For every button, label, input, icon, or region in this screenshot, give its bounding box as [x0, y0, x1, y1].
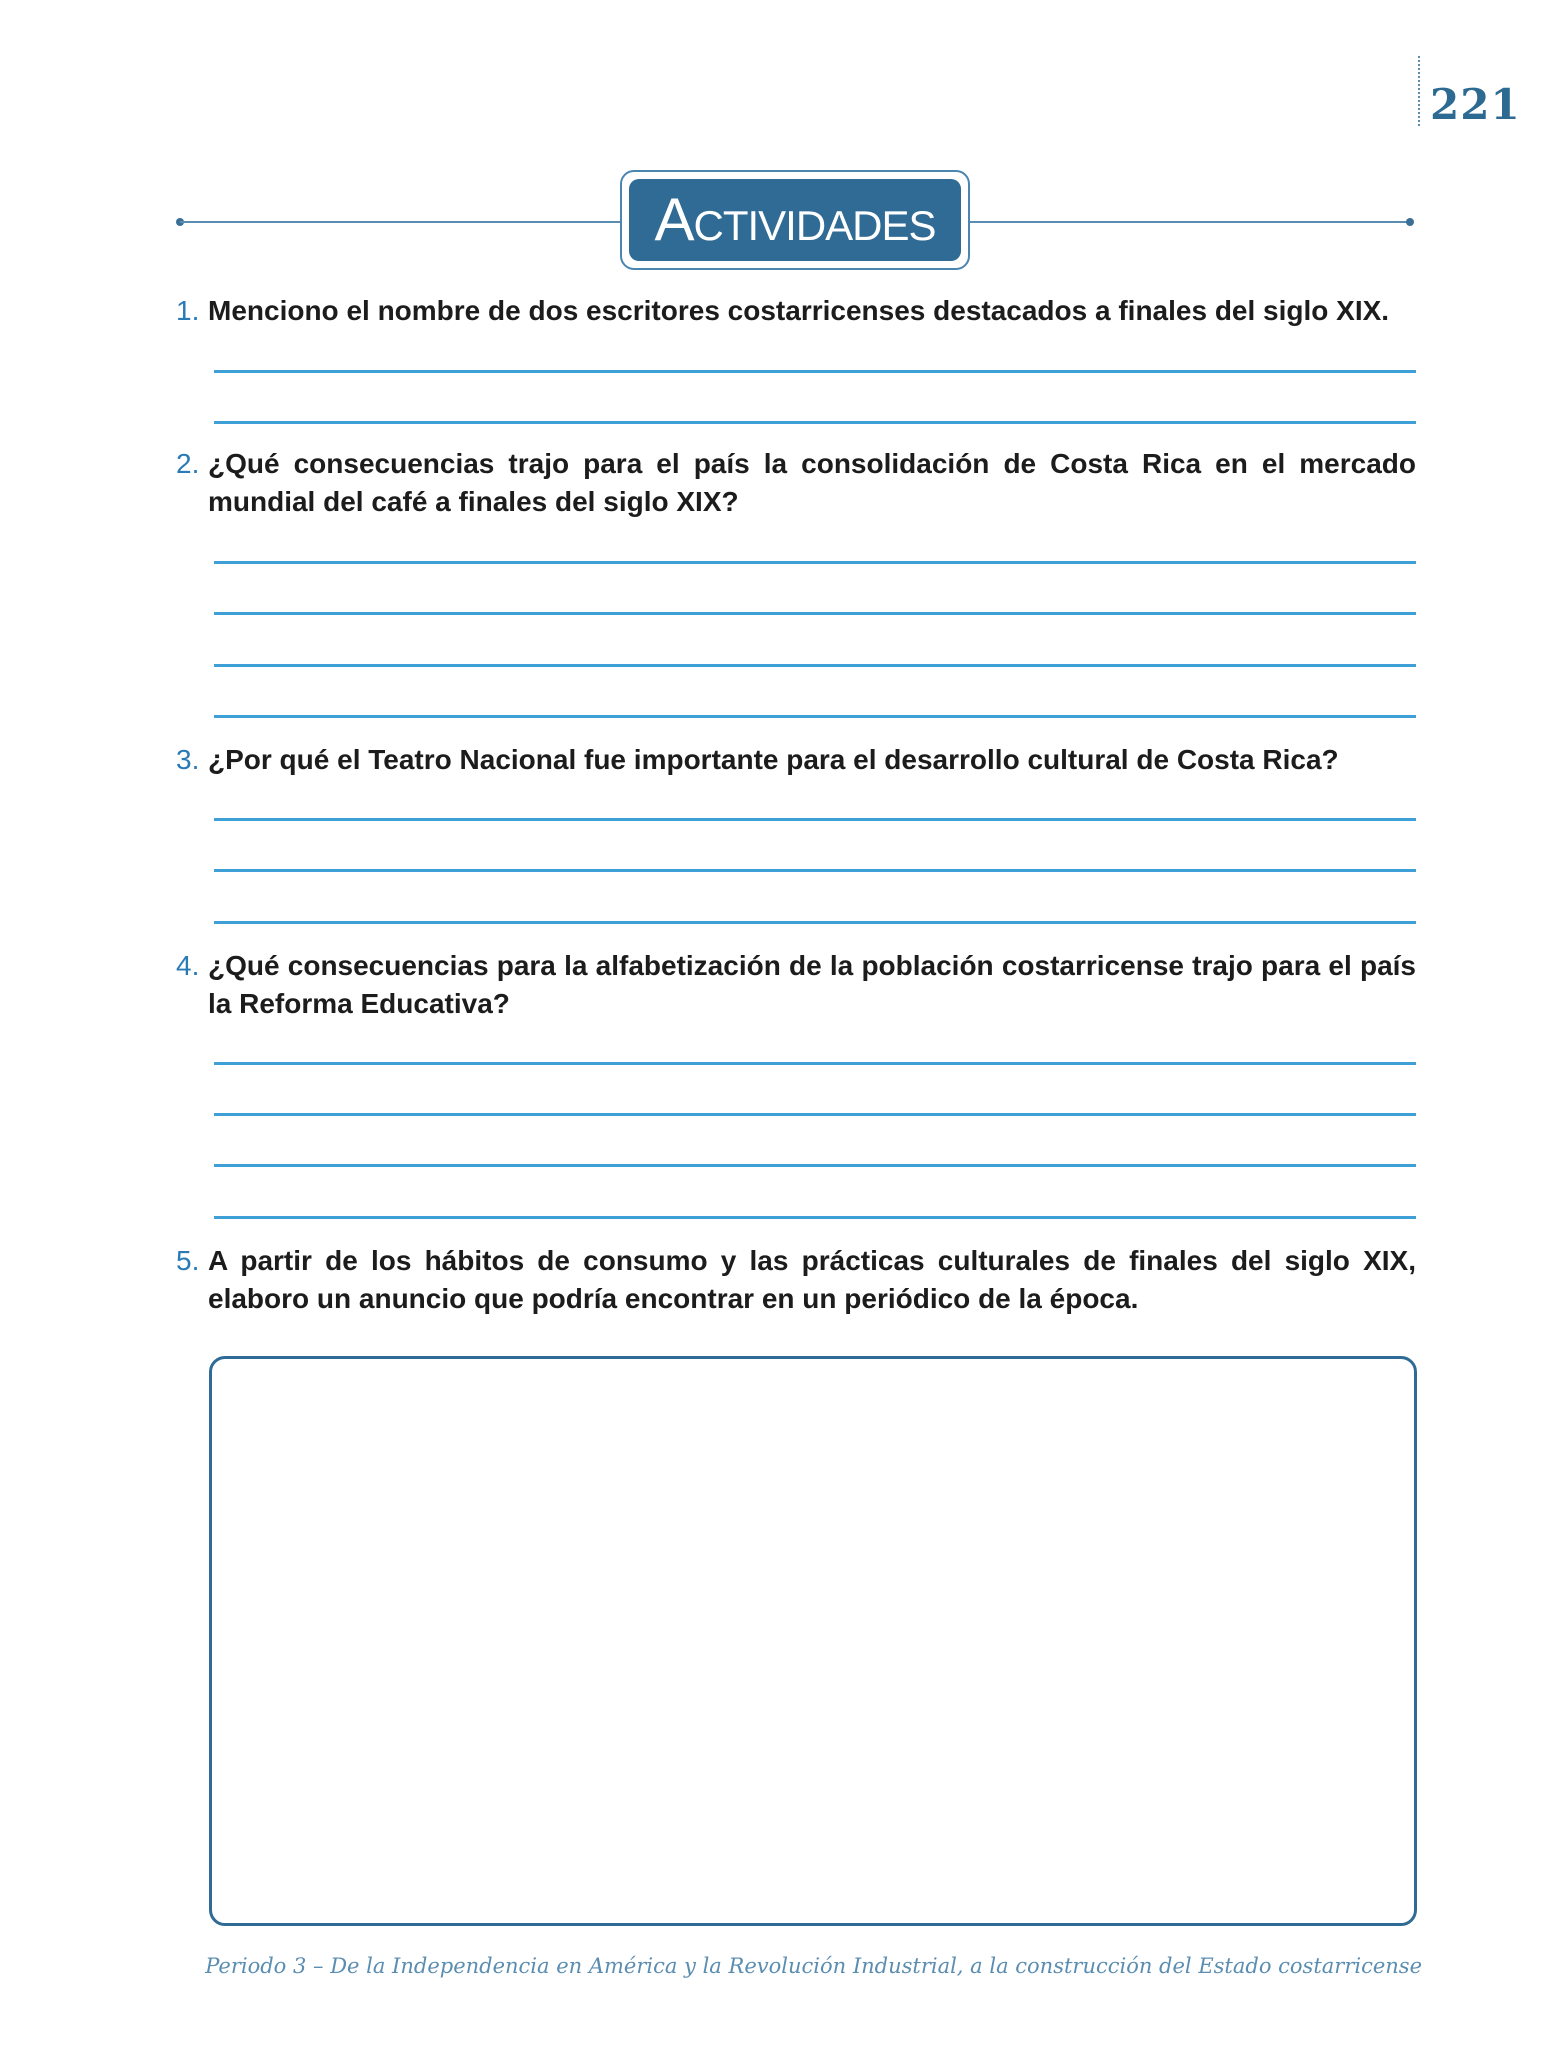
question-4 [176, 947, 1416, 1023]
advertisement-drawing-box[interactable] [209, 1356, 1417, 1926]
question-2 [176, 445, 1416, 521]
answer-line[interactable] [214, 1062, 1416, 1065]
answer-line[interactable] [214, 818, 1416, 821]
page-footer: Periodo 3 – De la Independencia en América y la Revolución Industrial, a la construcción del Estado costarricense [205, 1954, 1422, 1978]
question-text: ¿Qué consecuencias trajo para el país la consolidación de Costa Rica en el mercado mundial del café a finales del siglo XIX? [208, 448, 1416, 517]
answer-line[interactable] [214, 869, 1416, 872]
answer-line[interactable] [214, 561, 1416, 564]
page-number: 221 [1430, 80, 1521, 129]
question-text: Menciono el nombre de dos escritores costarricenses destacados a finales del siglo XIX. [208, 295, 1390, 326]
answer-line[interactable] [214, 715, 1416, 718]
title-rule-right-dot [1406, 218, 1414, 226]
question-number: 2. [176, 448, 200, 479]
page-number-divider [1418, 56, 1420, 126]
answer-line[interactable] [214, 370, 1416, 373]
question-text: A partir de los hábitos de consumo y las prácticas culturales de finales del siglo XIX, elaboro un anuncio que podría encontrar en un periódico de la época. [208, 1245, 1416, 1314]
question-number: 4. [176, 950, 200, 981]
page-title: Actividades [654, 186, 936, 253]
answer-line[interactable] [214, 612, 1416, 615]
question-number: 5. [176, 1245, 200, 1276]
answer-line[interactable] [214, 921, 1416, 924]
title-banner [629, 179, 961, 261]
question-text: ¿Qué consecuencias para la alfabetización de la población costarricense trajo para el país la Reforma Educativa? [208, 950, 1416, 1019]
question-text: ¿Por qué el Teatro Nacional fue importante para el desarrollo cultural de Costa Rica? [208, 744, 1339, 775]
answer-line[interactable] [214, 664, 1416, 667]
question-3 [176, 741, 1416, 779]
answer-line[interactable] [214, 1216, 1416, 1219]
question-number: 3. [176, 744, 200, 775]
title-rule-left [180, 221, 622, 223]
title-rule-right [968, 221, 1410, 223]
answer-line[interactable] [214, 1164, 1416, 1167]
question-5 [176, 1242, 1416, 1318]
answer-line[interactable] [214, 1113, 1416, 1116]
question-number: 1. [176, 295, 200, 326]
answer-line[interactable] [214, 421, 1416, 424]
question-1 [176, 292, 1416, 330]
